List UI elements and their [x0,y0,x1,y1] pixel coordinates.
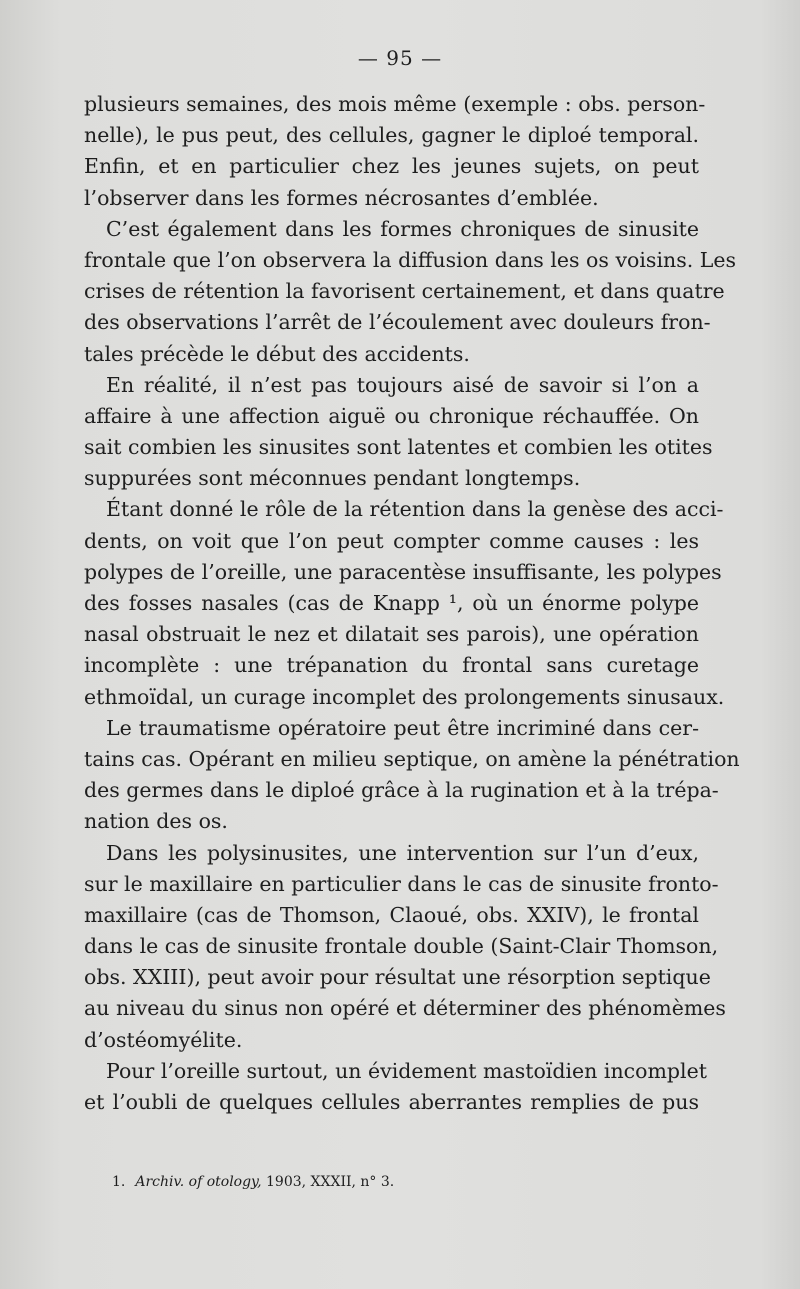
text-line: au niveau du sinus non opéré et déterminer des phénomèmes [84,996,726,1021]
text-line: dans le cas de sinusite frontale double (Saint-Clair Thomson, [84,934,719,959]
text-line: C’est également dans les formes chroniques de sinusite [106,216,699,241]
text-line: obs. XXIII), peut avoir pour résultat une résorption septique [84,965,711,990]
text-line: d’ostéomyélite. [84,1027,243,1052]
text-line: Le traumatisme opératoire peut être incriminé dans cer- [106,715,699,740]
text-line: crises de rétention la favorisent certainement, et dans quatre [84,279,725,304]
page-number: — 95 — [357,46,443,70]
text-line: sur le maxillaire en particulier dans le cas de sinusite fronto- [84,871,719,896]
text-line: Enfin, et en particulier chez les jeunes sujets, on peut [84,154,699,179]
text-line: nelle), le pus peut, des cellules, gagner le diploé temporal. [84,123,699,148]
text-line: maxillaire (cas de Thomson, Claoué, obs. XXIV), le frontal [84,902,699,927]
text-line: polypes de l’oreille, une paracentèse insuffisante, les polypes [84,559,722,584]
text-line: et l’oubli de quelques cellules aberrantes remplies de pus [84,1090,699,1114]
text-line: Dans les polysinusites, une intervention sur l’un d’eux, [106,840,699,865]
text-line: incomplète : une trépanation du frontal sans curetage [84,653,699,678]
footnote-details: 1903, XXXII, n° 3. [266,1174,395,1190]
text-line: En réalité, il n’est pas toujours aisé de savoir si l’on a [106,372,699,397]
text-line: Étant donné le rôle de la rétention dans la genèse des acci- [106,497,724,522]
text-line: des germes dans le diploé grâce à la rugination et à la trépa- [84,778,719,803]
footnote-source: Archiv. of otology, [135,1174,262,1190]
footnote [112,1174,394,1190]
text-line: dents, on voit que l’on peut compter comme causes : les [84,528,699,553]
text-line: nasal obstruait le nez et dilatait ses parois), une opération [84,622,699,647]
text-line: frontale que l’on observera la diffusion dans les os voisins. Les [84,247,737,272]
text-line: suppurées sont méconnues pendant longtemps. [84,466,581,491]
text-line: nation des os. [84,809,228,834]
text-line: des fosses nasales (cas de Knapp ¹, où un énorme polype [84,591,699,615]
text-line: tains cas. Opérant en milieu septique, on amène la pénétration [84,746,740,771]
text-line: des observations l’arrêt de l’écoulement avec douleurs fron- [84,310,711,335]
text-line: tales précède le début des accidents. [84,341,470,366]
text-line: Pour l’oreille surtout, un évidement mastoïdien incomplet [106,1058,707,1083]
footnote-number: 1. [112,1174,126,1190]
text-line: plusieurs semaines, des mois même (exemple : obs. person- [84,92,706,116]
text-line: sait combien les sinusites sont latentes et combien les otites [84,435,713,460]
text-line: affaire à une affection aiguë ou chronique réchauffée. On [84,403,699,428]
text-line: l’observer dans les formes nécrosantes d’emblée. [84,185,599,210]
text-line: ethmoïdal, un curage incomplet des prolongements sinusaux. [84,684,725,709]
body-text [84,89,740,1118]
